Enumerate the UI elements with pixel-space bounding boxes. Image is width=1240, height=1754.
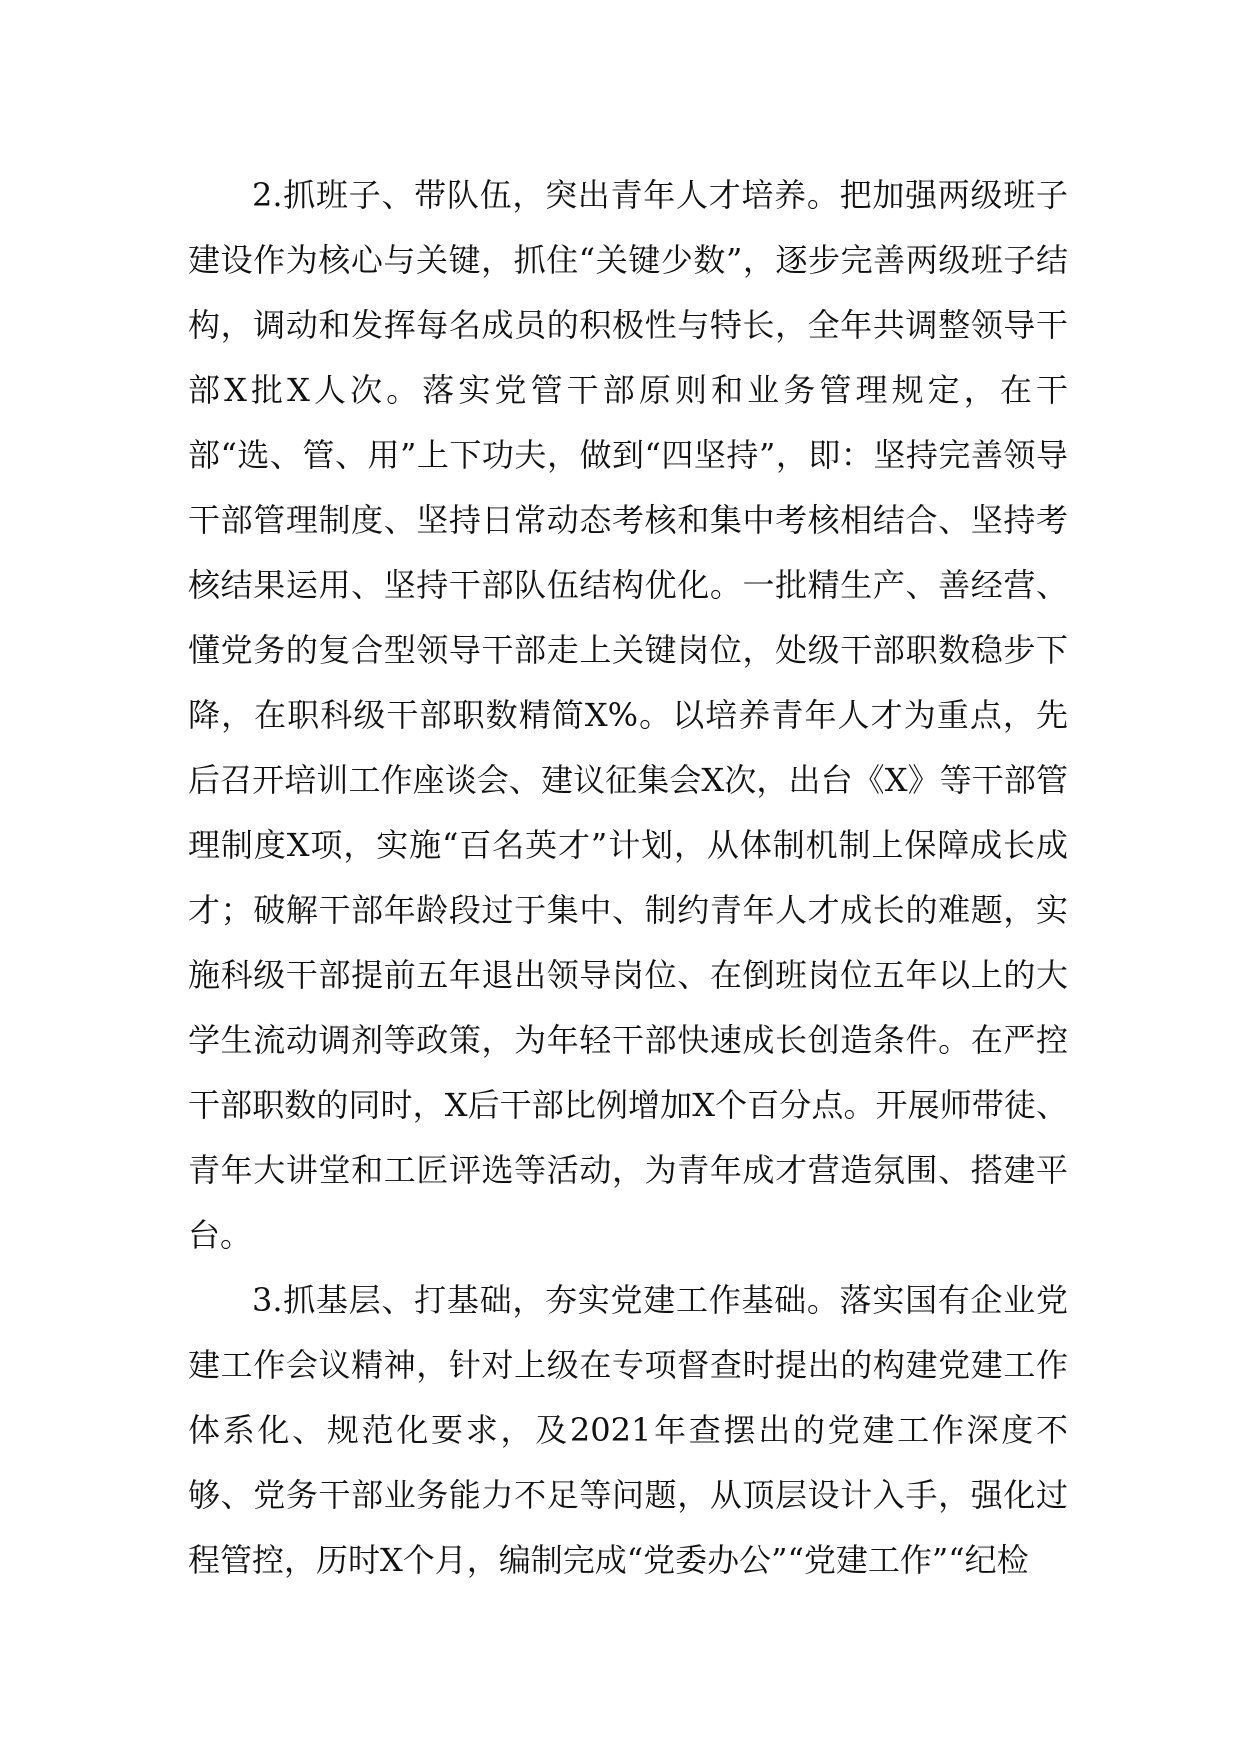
paragraph-2: 2.抓班子、带队伍，突出青年人才培养。把加强两级班子建设作为核心与关键，抓住“关键少数”，逐步完善两级班子结构，调动和发挥每名成员的积极性与特长，全年共调整领导干部X批X人次。落实党管干部原则和业务管理规定，在干部“选、管、用”上下功夫，做到“四坚持”，即：坚持完善领导干部管理制度、坚持日常动态考核和集中考核相结合、坚持考核结果运用、坚持干部队伍结构优化。一批精生产、善经营、懂党务的复合型领导干部走上关键岗位，处级干部职数稳步下降，在职科级干部职数精简X%。以培养青年人才为重点，先后召开培训工作座谈会、建议征集会X次，出台《X》等干部管理制度X项，实施“百名英才”计划，从体制机制上保障成长成才；破解干部年龄段过于集中、制约青年人才成长的难题，实施科级干部提前五年退出领导岗位、在倒班岗位五年以上的大学生流动调剂等政策，为年轻干部快速成长创造条件。在严控干部职数的同时，X后干部比例增加X个百分点。开展师带徒、青年大讲堂和工匠评选等活动，为青年成才营造氛围、搭建平台。 (188, 176, 1068, 1254)
document-body (188, 163, 1068, 1593)
paragraph-3: 3.抓基层、打基础，夯实党建工作基础。落实国有企业党建工作会议精神，针对上级在专项督查时提出的构建党建工作体系化、规范化要求，及2021年查摆出的党建工作深度不够、党务干部业务能力不足等问题，从顶层设计入手，强化过程管控，历时X个月，编制完成“党委办公”“党建工作”“纪检 (188, 1281, 1068, 1579)
